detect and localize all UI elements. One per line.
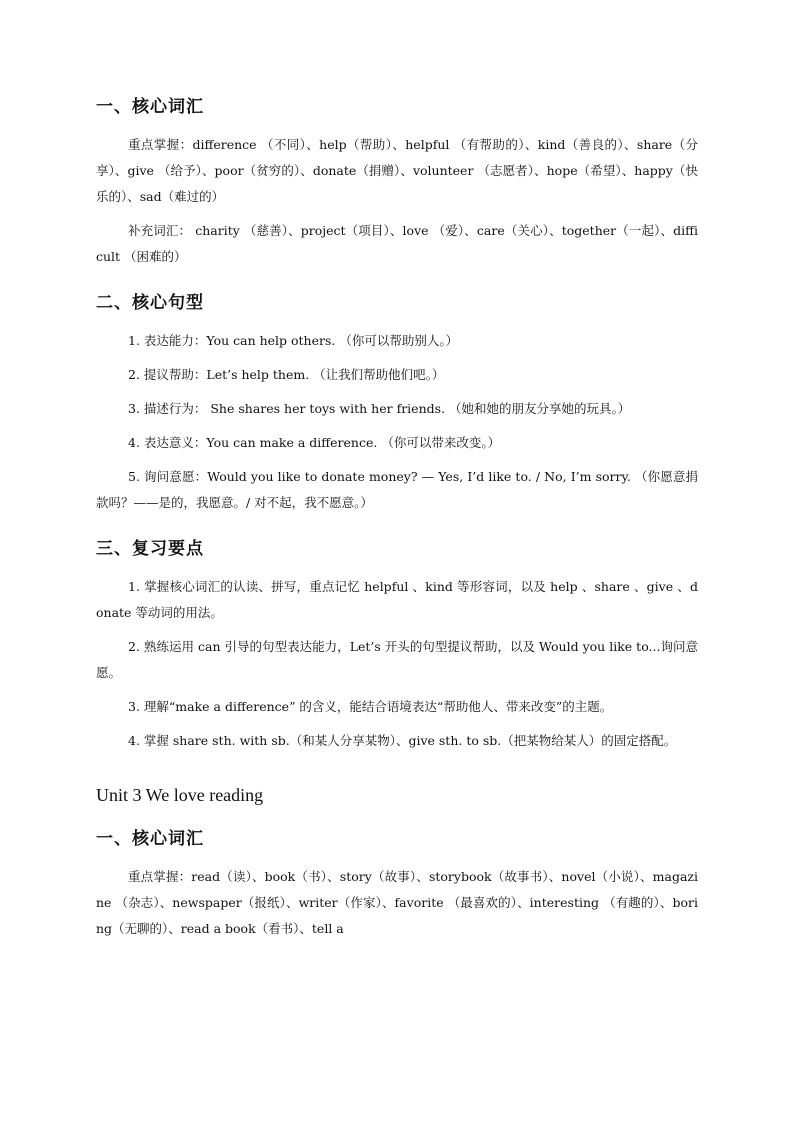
unit-title: Unit 3 We love reading <box>96 785 264 805</box>
section-heading-vocabulary: 一、核心词汇 <box>96 97 204 117</box>
paragraph-sentence-1: 1. 表达能力：You can help others. （你可以帮助别人。） <box>128 333 459 348</box>
unit-section-heading-vocabulary: 一、核心词汇 <box>96 829 204 849</box>
paragraph-review-3: 3. 理解“make a difference” 的含义，能结合语境表达“帮助他人、带来改变”的主题。 <box>128 699 613 714</box>
paragraph-key-vocabulary: 重点掌握：difference （不同）、help（帮助）、helpful （有帮助的）、kind（善良的）、share（分享）、give （给予）、poor（贫穷的）、donate（捐赠）、volunteer （志愿者）、hope（希望）、happy（快乐的）、sad（难过的） <box>96 137 698 204</box>
paragraph-sentence-2: 2. 提议帮助：Let’s help them. （让我们帮助他们吧。） <box>128 367 445 382</box>
paragraph-review-1: 1. 掌握核心词汇的认读、拼写，重点记忆 helpful 、kind 等形容词，以及 help 、share 、give 、donate 等动词的用法。 <box>96 579 698 620</box>
paragraph-extra-vocabulary: 补充词汇： charity （慈善）、project（项目）、love （爱）、care（关心）、together（一起）、difficult （困难的） <box>96 223 698 264</box>
paragraph-sentence-5: 5. 询问意愿：Would you like to donate money? — Yes, I’d like to. / No, I’m sorry. （你愿意捐款吗？——是的，我愿意。/ 对不起，我不愿意。） <box>96 469 698 510</box>
section-heading-sentences: 二、核心句型 <box>96 293 204 313</box>
paragraph-sentence-4: 4. 表达意义：You can make a difference. （你可以带来改变。） <box>128 435 501 450</box>
section-heading-review: 三、复习要点 <box>96 539 204 559</box>
paragraph-review-4: 4. 掌握 share sth. with sb.（和某人分享某物）、give sth. to sb.（把某物给某人）的固定搭配。 <box>128 733 677 748</box>
paragraph-sentence-3: 3. 描述行为： She shares her toys with her friends. （她和她的朋友分享她的玩具。） <box>128 401 631 416</box>
paragraph-review-2: 2. 熟练运用 can 引导的句型表达能力，Let’s 开头的句型提议帮助，以及 Would you like to...询问意愿。 <box>96 639 698 680</box>
document-content <box>96 94 698 950</box>
unit-paragraph-key-vocabulary: 重点掌握：read（读）、book（书）、story（故事）、storybook（故事书）、novel（小说）、magazine （杂志）、newspaper（报纸）、writer（作家）、favorite （最喜欢的）、interesting （有趣的）、boring（无聊的）、read a book（看书）、tell a <box>96 869 698 936</box>
